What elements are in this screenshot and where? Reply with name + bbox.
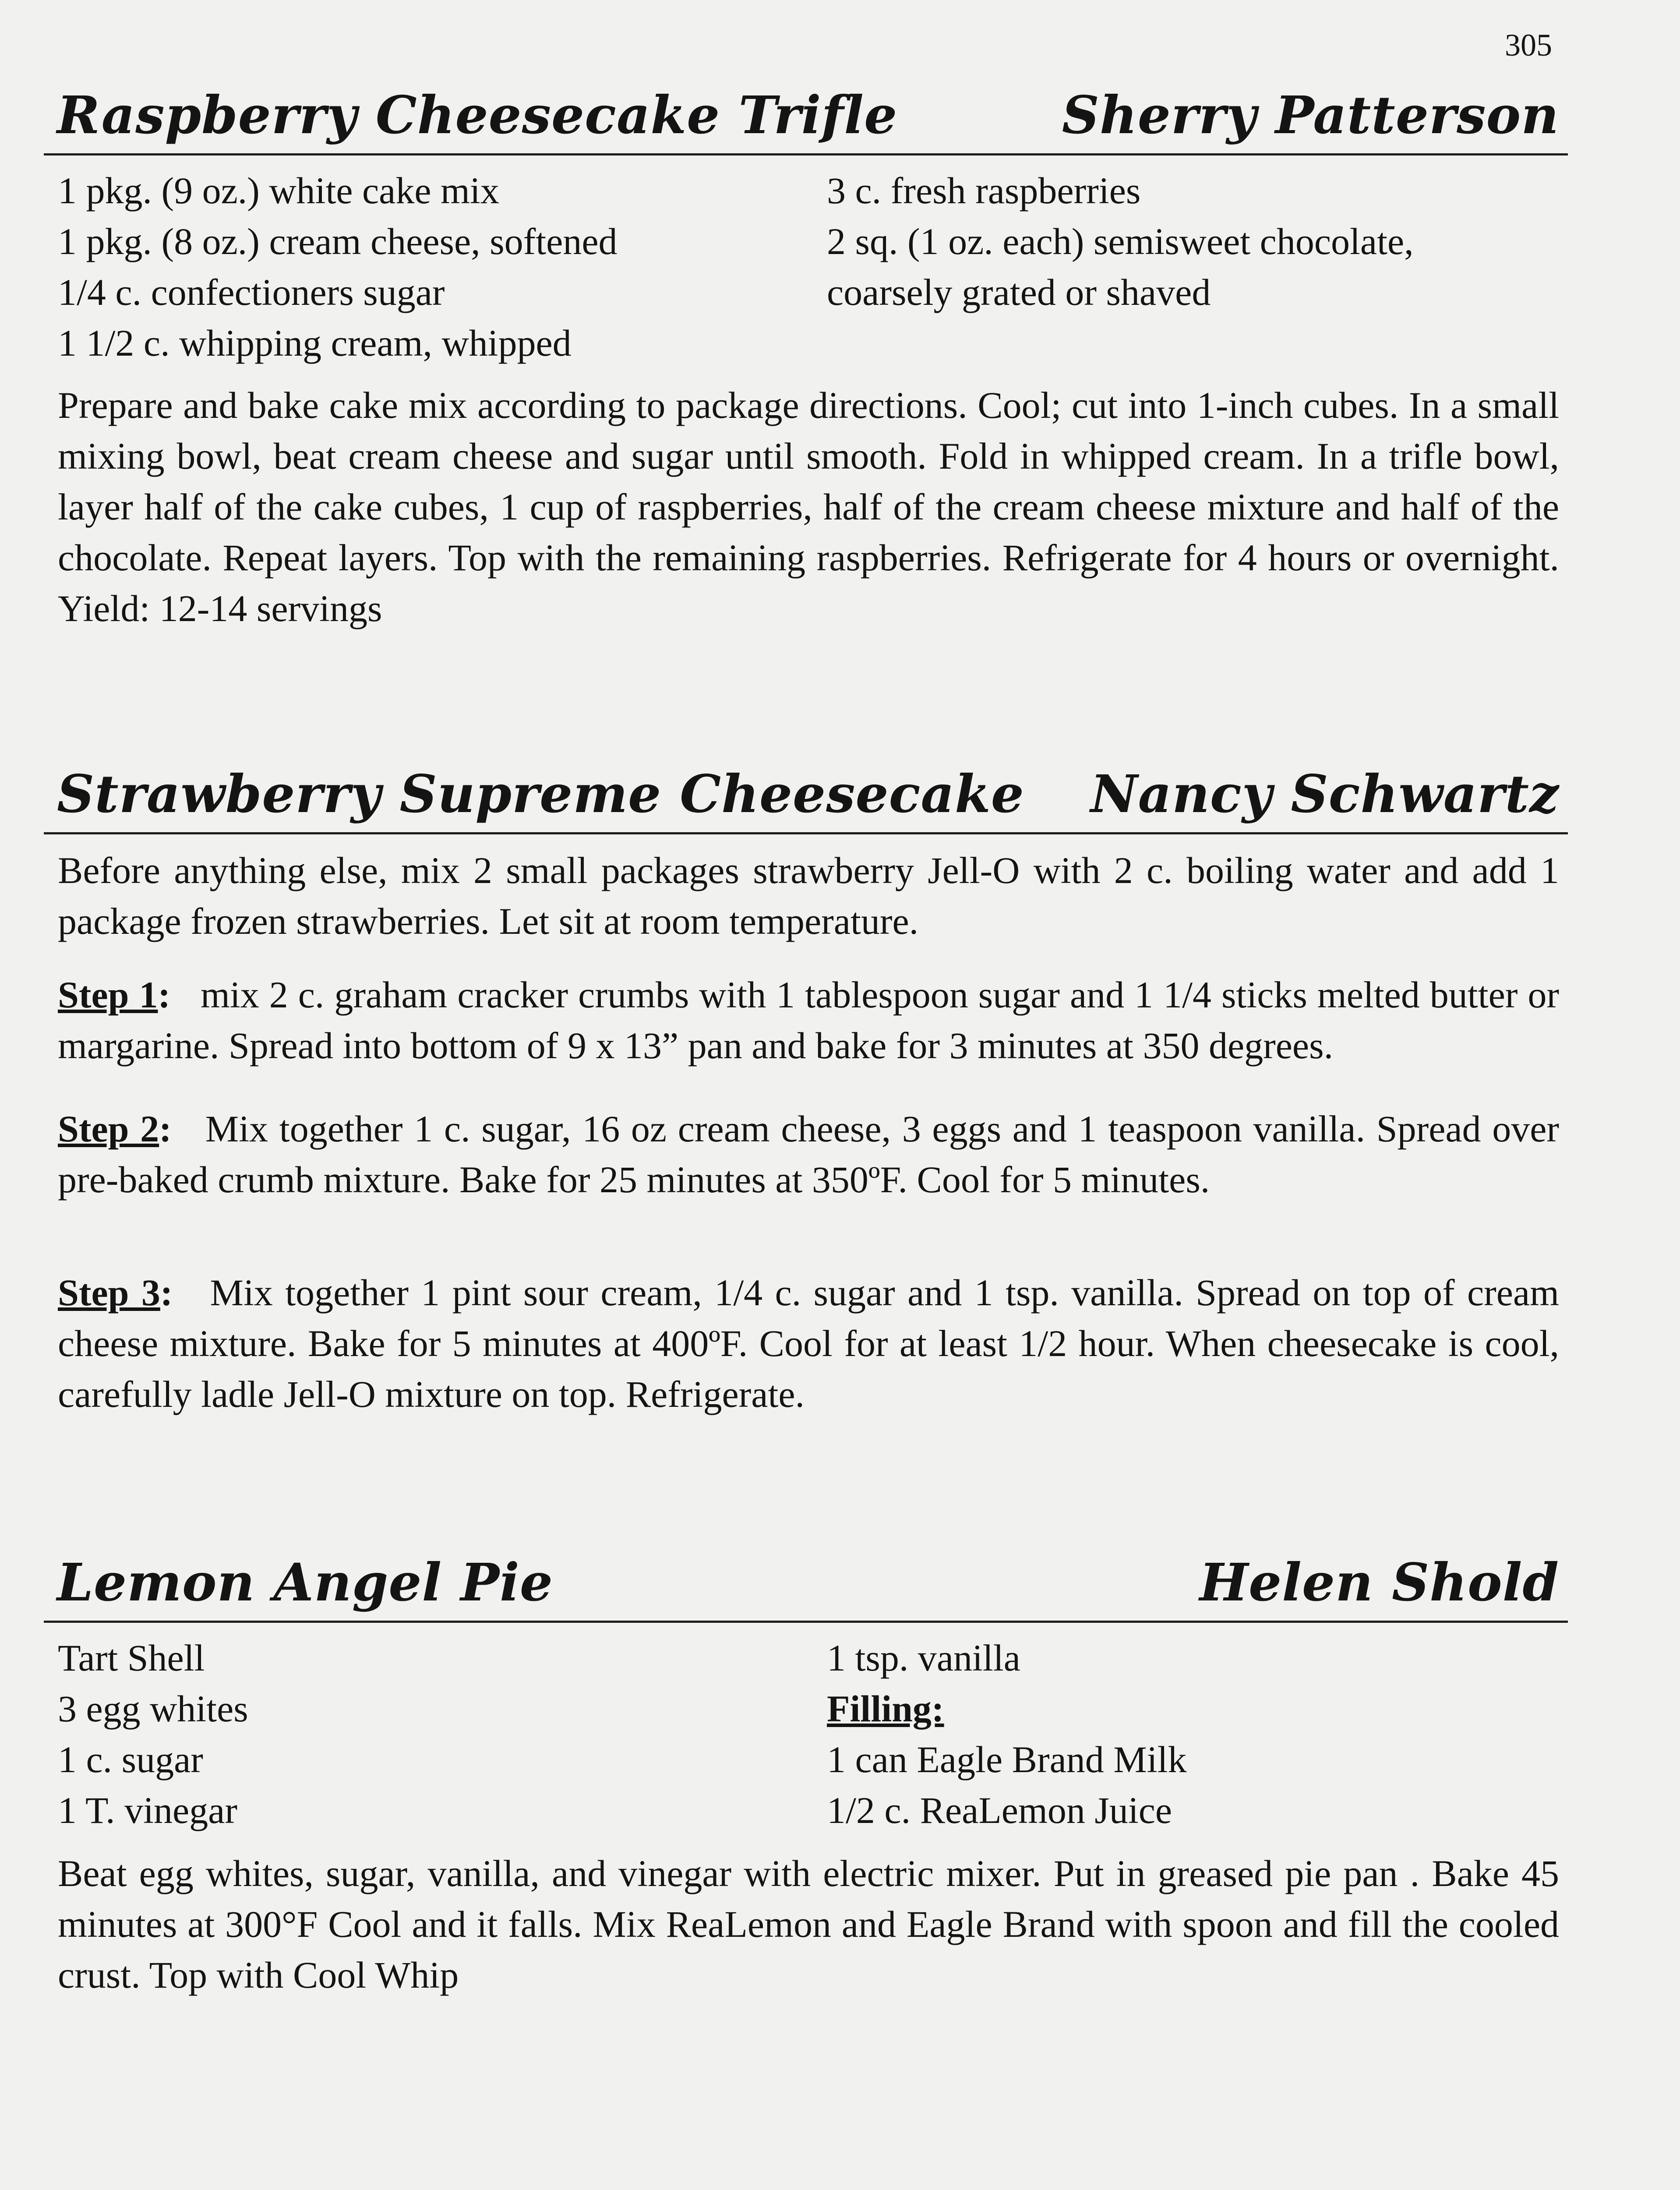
- recipe-author: Sherry Patterson: [1062, 85, 1559, 145]
- recipe-header: [44, 758, 1568, 834]
- ingredient: 1/4 c. confectioners sugar: [58, 271, 445, 313]
- step-label: Step 2: [58, 1108, 159, 1150]
- ingredient: 1 pkg. (9 oz.) white cake mix: [58, 170, 499, 212]
- step-label: Step 1: [58, 974, 158, 1016]
- ingredient: 1 T. vinegar: [58, 1789, 237, 1831]
- ingredients: [44, 1632, 1568, 1836]
- recipe-intro: Before anything else, mix 2 small packages strawberry Jell-O with 2 c. boiling water and add 1 package frozen strawberries. Let sit at room temperature.: [58, 849, 1559, 942]
- step-text: Mix together 1 pint sour cream, 1/4 c. sugar and 1 tsp. vanilla. Spread on top of cream cheese mixture. Bake for 5 minutes at 400ºF. Cool for at least 1/2 hour. When cheesecake is cool, carefully ladle Jell-O mixture on top. Refrigerate.: [58, 1272, 1559, 1415]
- ingredient: 1 pkg. (8 oz.) cream cheese, softened: [58, 220, 618, 262]
- filling-heading: Filling:: [827, 1688, 944, 1730]
- recipe-step-3: Step 3: Mix together 1 pint sour cream, 1/4 c. sugar and 1 tsp. vanilla. Spread on top of cream cheese mixture. Bake for 5 minutes at 400ºF. Cool for at least 1/2 hour. When cheesecake is cool, carefully ladle Jell-O mixture on top. Refrigerate.: [58, 1272, 1559, 1415]
- ingredient: 1 tsp. vanilla: [827, 1637, 1020, 1679]
- recipe-directions: Beat egg whites, sugar, vanilla, and vinegar with electric mixer. Put in greased pie pan . Bake 45 minutes at 300°F Cool and it falls. Mix ReaLemon and Eagle Brand with spoon and fill the cooled crust. Top with Cool Whip: [58, 1852, 1559, 1996]
- recipe-raspberry-cheesecake-trifle: [44, 79, 1568, 634]
- recipe-step-1: Step 1: mix 2 c. graham cracker crumbs with 1 tablespoon sugar and 1 1/4 sticks melted butter or margarine. Spread into bottom of 9 x 13” pan and bake for 3 minutes at 350 degrees.: [58, 974, 1560, 1067]
- recipe-strawberry-supreme-cheesecake: [44, 758, 1568, 1420]
- recipe-title: Strawberry Supreme Cheesecake: [57, 763, 1024, 824]
- recipe-title: Lemon Angel Pie: [57, 1552, 553, 1613]
- ingredient: 1/2 c. ReaLemon Juice: [827, 1789, 1172, 1831]
- step-text: Mix together 1 c. sugar, 16 oz cream cheese, 3 eggs and 1 teaspoon vanilla. Spread over pre-baked crumb mixture. Bake for 25 minutes at 350ºF. Cool for 5 minutes.: [58, 1108, 1560, 1201]
- recipe-author: Nancy Schwartz: [1090, 763, 1559, 824]
- ingredient: 3 c. fresh raspberries: [827, 170, 1141, 212]
- ingredient: 3 egg whites: [58, 1688, 248, 1730]
- ingredient: 2 sq. (1 oz. each) semisweet chocolate,: [827, 220, 1414, 262]
- recipe-lemon-angel-pie: [44, 1546, 1568, 2000]
- recipe-directions: Prepare and bake cake mix according to package directions. Cool; cut into 1-inch cubes. In a small mixing bowl, beat cream cheese and sugar until smooth. Fold in whipped cream. In a trifle bowl, layer half of the cake cubes, 1 cup of raspberries, half of the cream cheese mixture and half of the chocolate. Repeat layers. Top with the remaining raspberries. Refrigerate for 4 hours or overnight. Yield: 12-14 servings: [58, 384, 1559, 629]
- ingredient: 1 c. sugar: [58, 1738, 203, 1780]
- ingredients-left-column: [58, 1632, 248, 1836]
- ingredients-right-column: [827, 1632, 1187, 1836]
- ingredients-left-column: [58, 165, 618, 368]
- step-label: Step 3: [58, 1272, 160, 1314]
- page-number: 305: [1505, 28, 1552, 63]
- ingredient: 1 1/2 c. whipping cream, whipped: [58, 322, 572, 364]
- ingredients-right-column: [827, 165, 1414, 318]
- ingredient: coarsely grated or shaved: [827, 271, 1211, 313]
- recipe-title: Raspberry Cheesecake Trifle: [57, 85, 898, 145]
- recipe-header: [44, 79, 1568, 155]
- ingredient: Tart Shell: [58, 1637, 205, 1679]
- ingredients: [44, 165, 1568, 368]
- step-text: mix 2 c. graham cracker crumbs with 1 tablespoon sugar and 1 1/4 sticks melted butter or margarine. Spread into bottom of 9 x 13” pan and bake for 3 minutes at 350 degrees.: [58, 974, 1560, 1067]
- recipe-step-2: Step 2: Mix together 1 c. sugar, 16 oz cream cheese, 3 eggs and 1 teaspoon vanilla. Spread over pre-baked crumb mixture. Bake for 25 minutes at 350ºF. Cool for 5 minutes.: [58, 1108, 1560, 1201]
- ingredient: 1 can Eagle Brand Milk: [827, 1738, 1187, 1780]
- recipe-header: [44, 1546, 1568, 1623]
- recipe-author: Helen Shold: [1199, 1552, 1559, 1613]
